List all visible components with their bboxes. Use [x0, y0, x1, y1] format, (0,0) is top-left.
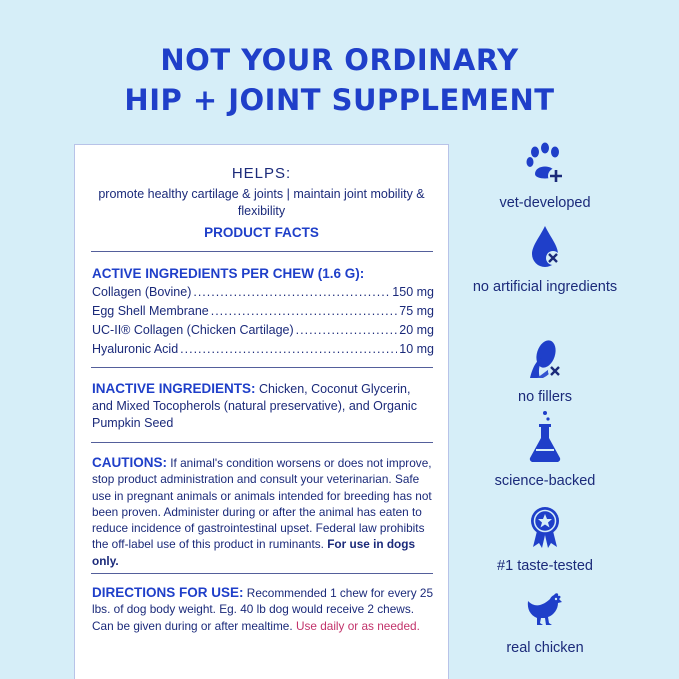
- leader-dots: [193, 284, 390, 301]
- ingredient-row: [92, 322, 434, 341]
- cautions-section: [92, 455, 434, 569]
- active-ingredients-title: ACTIVE INGREDIENTS PER CHEW (1.6 G):: [92, 266, 365, 281]
- ingredient-row: [92, 341, 434, 360]
- ingredient-name: Egg Shell Membrane: [92, 304, 209, 318]
- inactive-ingredients-text: Chicken, Coconut Glycerin, and Mixed Tocopherols (natural preservative), and Organic Pumpkin Seed: [92, 382, 417, 430]
- ingredient-amount: 75 mg: [399, 304, 434, 318]
- corn-x-icon: [525, 338, 565, 380]
- feature-label: science-backed: [494, 473, 596, 489]
- feature-no-fillers: [470, 338, 620, 406]
- product-facts-title: PRODUCT FACTS: [204, 225, 319, 240]
- active-ingredients-section: [92, 265, 434, 360]
- leader-dots: [296, 322, 398, 339]
- feature-vet-developed: [470, 142, 620, 212]
- divider: [91, 442, 433, 443]
- ribbon-star-icon: [525, 505, 565, 549]
- ingredient-row: [92, 303, 434, 322]
- flask-icon: [525, 410, 565, 464]
- cautions-dogs-only: For use in dogs only.: [92, 537, 416, 568]
- directions-highlight: Use daily or as needed.: [295, 618, 420, 633]
- leader-dots: [211, 303, 398, 320]
- inactive-ingredients-section: [92, 380, 434, 432]
- helps-text: promote healthy cartilage & joints | maintain joint mobility & flexibility: [98, 187, 425, 218]
- feature-taste-tested: [470, 505, 620, 575]
- directions-title: DIRECTIONS FOR USE:: [92, 585, 244, 600]
- feature-label: #1 taste-tested: [497, 558, 593, 574]
- page-headline: [0, 40, 679, 120]
- ingredient-name: Collagen (Bovine): [92, 285, 192, 299]
- ingredient-amount: 20 mg: [399, 323, 434, 337]
- leader-dots: [180, 341, 397, 358]
- feature-label: no artificial ingredients: [472, 279, 618, 295]
- divider: [91, 251, 433, 252]
- feature-real-chicken: [470, 591, 620, 657]
- ingredient-row: [92, 284, 434, 303]
- paw-plus-icon: [525, 142, 565, 186]
- drop-x-icon: [525, 224, 565, 270]
- cautions-text: If animal's condition worsens or does not improve, stop product administration and consult your veterinarian. Safe use in pregnant animals or animals intended for breeding has not been proven. Administer during or after the animal has eaten to reduce incidence of gastrointestinal upset. Federal law prohibits the off-label use of this product in ruminants.: [92, 456, 432, 552]
- inactive-ingredients-title: INACTIVE INGREDIENTS:: [92, 381, 256, 396]
- product-facts-panel: [74, 144, 449, 679]
- directions-text: Recommended 1 chew for every 25 lbs. of dog body weight. Eg. 40 lb dog would receive 2 chews. Can be given during or after mealtime.: [92, 586, 434, 633]
- ingredient-name: Hyaluronic Acid: [92, 342, 179, 356]
- helps-title: HELPS:: [231, 165, 292, 182]
- feature-no-artificial: [470, 224, 620, 296]
- chicken-icon: [524, 591, 566, 631]
- headline-line-2: HIP + JOINT SUPPLEMENT: [124, 83, 555, 117]
- ingredient-amount: 150 mg: [392, 285, 434, 299]
- helps-block: [75, 165, 448, 220]
- feature-label: no fillers: [518, 389, 572, 405]
- divider: [91, 367, 433, 368]
- ingredient-amount: 10 mg: [399, 342, 434, 356]
- directions-section: [92, 585, 434, 634]
- headline-line-1: NOT YOUR ORDINARY: [160, 43, 519, 77]
- cautions-title: CAUTIONS:: [92, 455, 167, 470]
- feature-label: real chicken: [506, 640, 584, 656]
- divider: [91, 573, 433, 574]
- feature-label: vet-developed: [499, 195, 591, 211]
- feature-science-backed: [470, 410, 620, 490]
- ingredient-name: UC-II® Collagen (Chicken Cartilage): [92, 323, 294, 337]
